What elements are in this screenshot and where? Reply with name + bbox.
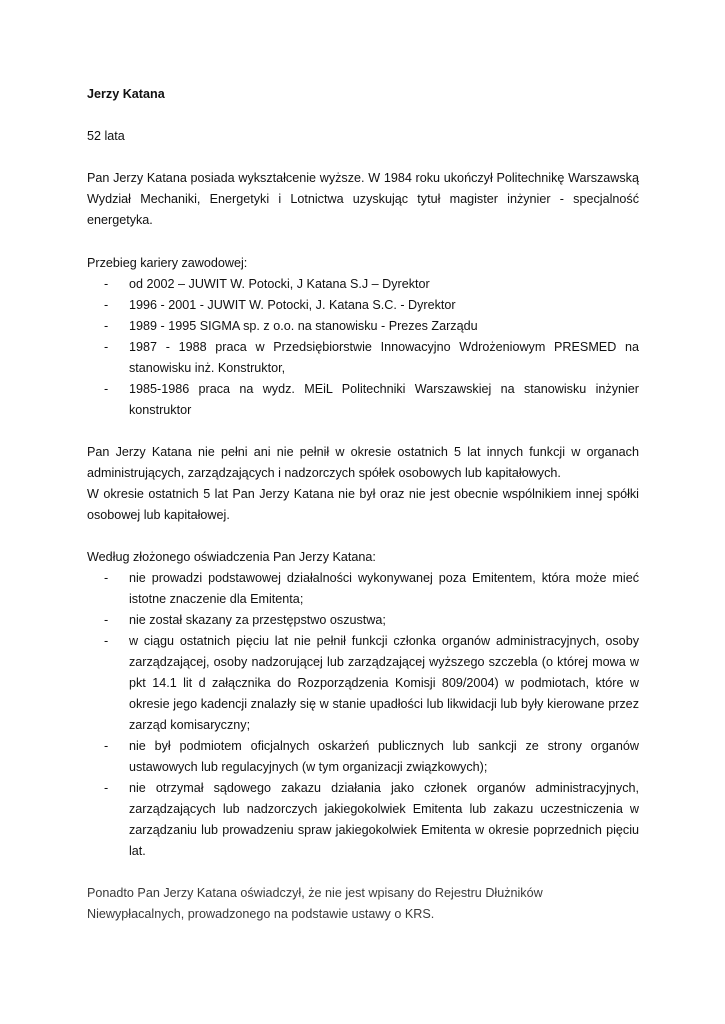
career-item-text: od 2002 – JUWIT W. Potocki, J Katana S.J – Dyrektor bbox=[129, 277, 430, 291]
dash-bullet: - bbox=[104, 340, 109, 354]
declaration-item-text: nie otrzymał sądowego zakazu działania jako członek organów administracyjnych, zarządzających lub nadzorczych jakiegokolwiek Emitenta lub zakazu uczestniczenia w zarządzaniu lub prowadzeniu spraw jakiegokolwiek Emitenta w okresie poprzednich pięciu lat. bbox=[129, 781, 639, 858]
dash-bullet: - bbox=[104, 634, 109, 648]
dash-bullet: - bbox=[104, 382, 109, 396]
declaration-list bbox=[87, 568, 639, 862]
person-age: 52 lata bbox=[87, 129, 125, 143]
dash-bullet: - bbox=[104, 571, 109, 585]
career-item-text: 1989 - 1995 SIGMA sp. z o.o. na stanowisku - Prezes Zarządu bbox=[129, 319, 478, 333]
final-statement: Ponadto Pan Jerzy Katana oświadczył, że nie jest wpisany do Rejestru Dłużników Niewypłacalnych, prowadzonego na podstawie ustawy o KRS. bbox=[87, 886, 543, 921]
declaration-item-text: w ciągu ostatnich pięciu lat nie pełnił funkcji członka organów administracyjnych, osoby zarządzającej, osoby nadzorującej lub zarządzającej wyższego szczebla (o której mowa w pkt 14.1 lit d załącznika do Rozporządzenia Komisji 809/2004) w podmiotach, które w okresie jego kadencji znalazły się w stanie upadłości lub likwidacji lub były kierowane przez zarząd komisaryczny; bbox=[129, 634, 639, 732]
partnership-paragraph: W okresie ostatnich 5 lat Pan Jerzy Katana nie był oraz nie jest obecnie wspólnikiem innej spółki osobowej lub kapitałowej. bbox=[87, 487, 639, 522]
career-item bbox=[87, 337, 639, 379]
dash-bullet: - bbox=[104, 298, 109, 312]
dash-bullet: - bbox=[104, 613, 109, 627]
declaration-item-text: nie prowadzi podstawowej działalności wykonywanej poza Emitentem, która może mieć istotne znaczenie dla Emitenta; bbox=[129, 571, 639, 606]
career-item bbox=[87, 295, 639, 316]
declaration-item bbox=[87, 610, 639, 631]
declaration-item-text: nie został skazany za przestępstwo oszustwa; bbox=[129, 613, 386, 627]
dash-bullet: - bbox=[104, 739, 109, 753]
career-item-text: 1987 - 1988 praca w Przedsiębiorstwie Innowacyjno Wdrożeniowym PRESMED na stanowisku inż. Konstruktor, bbox=[129, 340, 639, 375]
functions-paragraph: Pan Jerzy Katana nie pełni ani nie pełnił w okresie ostatnich 5 lat innych funkcji w organach administrujących, zarządzających i nadzorczych spółek osobowych lub kapitałowych. bbox=[87, 445, 639, 480]
dash-bullet: - bbox=[104, 277, 109, 291]
declaration-item-text: nie był podmiotem oficjalnych oskarżeń publicznych lub sankcji ze strony organów ustawowych lub regulacyjnych (w tym organizacji związkowych); bbox=[129, 739, 639, 774]
education-paragraph: Pan Jerzy Katana posiada wykształcenie wyższe. W 1984 roku ukończył Politechnikę Warszawską Wydział Mechaniki, Energetyki i Lotnictwa uzyskując tytuł magister inżynier - specjalność energetyka. bbox=[87, 171, 639, 227]
career-item-text: 1985-1986 praca na wydz. MEiL Politechniki Warszawskiej na stanowisku inżynier konstruktor bbox=[129, 382, 639, 417]
career-item bbox=[87, 274, 639, 295]
dash-bullet: - bbox=[104, 319, 109, 333]
person-name: Jerzy Katana bbox=[87, 87, 165, 101]
dash-bullet: - bbox=[104, 781, 109, 795]
career-item-text: 1996 - 2001 - JUWIT W. Potocki, J. Katana S.C. - Dyrektor bbox=[129, 298, 456, 312]
career-item bbox=[87, 379, 639, 421]
declaration-heading: Według złożonego oświadczenia Pan Jerzy Katana: bbox=[87, 550, 376, 564]
document-page bbox=[87, 84, 639, 925]
career-item bbox=[87, 316, 639, 337]
declaration-item bbox=[87, 778, 639, 862]
declaration-item bbox=[87, 736, 639, 778]
career-heading: Przebieg kariery zawodowej: bbox=[87, 256, 248, 270]
declaration-item bbox=[87, 631, 639, 736]
declaration-item bbox=[87, 568, 639, 610]
career-list bbox=[87, 274, 639, 421]
